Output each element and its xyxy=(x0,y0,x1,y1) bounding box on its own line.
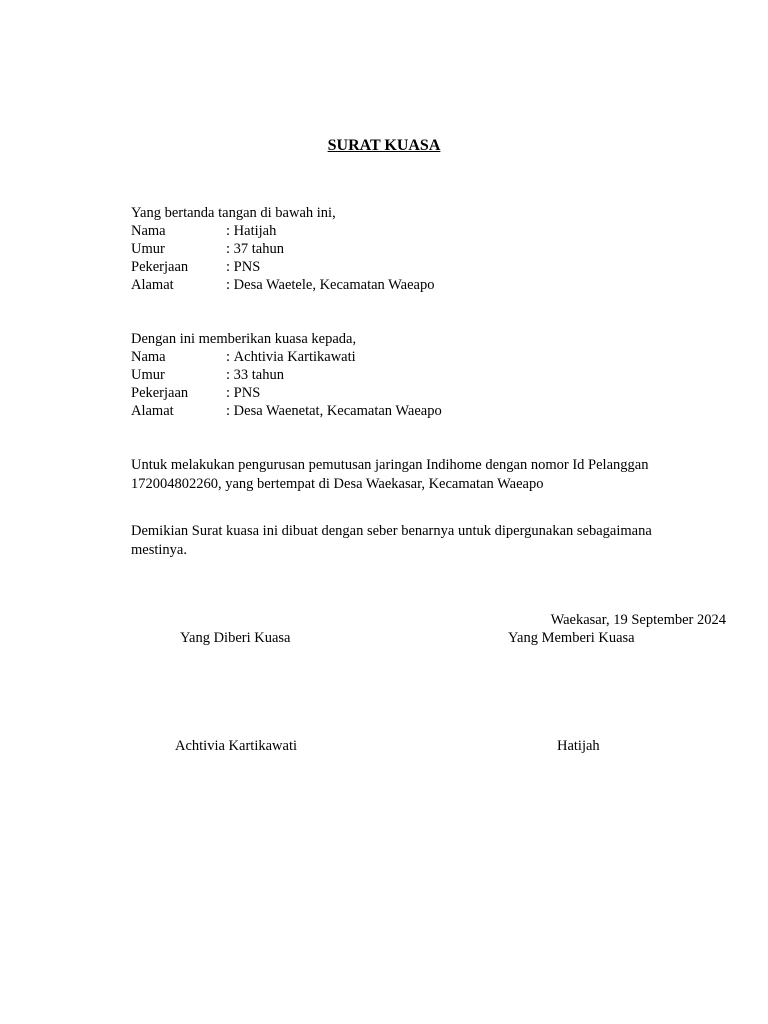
grantee-field-row xyxy=(131,384,691,402)
field-separator: : xyxy=(226,367,234,383)
field-value: PNS xyxy=(233,385,261,401)
grantor-field-row xyxy=(131,240,691,258)
field-label: Nama xyxy=(131,349,166,365)
field-label: Umur xyxy=(131,367,165,383)
grantee-field-row xyxy=(131,366,691,384)
field-label: Pekerjaan xyxy=(131,385,189,401)
grantee-signature-name: Achtivia Kartikawati xyxy=(175,738,297,754)
place-date: Waekasar, 19 September 2024 xyxy=(550,612,726,628)
field-separator: : xyxy=(226,349,234,365)
grantee-section xyxy=(131,330,691,420)
purpose-paragraph: Untuk melakukan pengurusan pemutusan jaringan Indihome dengan nomor Id Pelanggan 172004802260, yang bertempat di Desa Waekasar, Kecamatan Waeapo xyxy=(131,457,649,492)
grantor-field-row xyxy=(131,258,691,276)
field-value: 33 tahun xyxy=(233,367,284,383)
field-value: Desa Waenetat, Kecamatan Waeapo xyxy=(233,403,442,419)
grantee-intro: Dengan ini memberikan kuasa kepada, xyxy=(131,331,357,347)
field-value: PNS xyxy=(233,259,261,275)
closing-paragraph: Demikian Surat kuasa ini dibuat dengan seber benarnya untuk dipergunakan sebagaimana mestinya. xyxy=(131,523,652,558)
field-value: Hatijah xyxy=(233,223,277,239)
field-separator: : xyxy=(226,277,234,293)
field-value: 37 tahun xyxy=(233,241,284,257)
grantor-intro-row xyxy=(131,204,691,222)
grantor-intro: Yang bertanda tangan di bawah ini, xyxy=(131,205,336,221)
field-label: Alamat xyxy=(131,277,174,293)
grantee-signature-heading: Yang Diberi Kuasa xyxy=(180,630,291,646)
field-separator: : xyxy=(226,223,234,239)
grantee-intro-row xyxy=(131,330,691,348)
field-label: Pekerjaan xyxy=(131,259,189,275)
field-separator: : xyxy=(226,241,234,257)
field-value: Desa Waetele, Kecamatan Waeapo xyxy=(233,277,435,293)
grantee-field-row xyxy=(131,348,691,366)
grantor-field-row xyxy=(131,222,691,240)
field-separator: : xyxy=(226,385,234,401)
grantor-signature-heading: Yang Memberi Kuasa xyxy=(508,630,635,646)
field-label: Nama xyxy=(131,223,166,239)
grantor-section xyxy=(131,204,691,294)
field-value: Achtivia Kartikawati xyxy=(233,349,356,365)
document-title: SURAT KUASA xyxy=(327,137,441,154)
field-label: Umur xyxy=(131,241,165,257)
field-label: Alamat xyxy=(131,403,174,419)
grantor-field-row xyxy=(131,276,691,294)
grantee-field-row xyxy=(131,402,691,420)
field-separator: : xyxy=(226,403,234,419)
field-separator: : xyxy=(226,259,234,275)
grantor-signature-name: Hatijah xyxy=(557,738,600,754)
